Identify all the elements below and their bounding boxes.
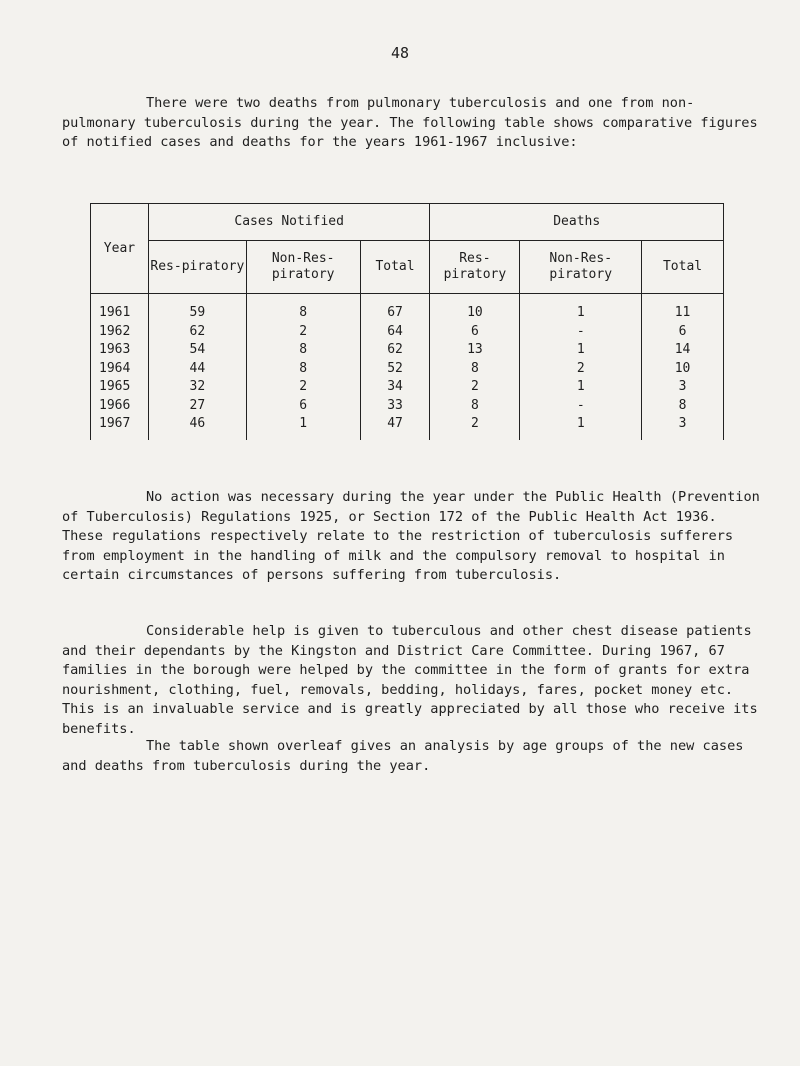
- cell-deaths-non-respiratory: 1: [520, 294, 642, 323]
- table-row: [91, 360, 724, 379]
- cell-deaths-total: 11: [642, 294, 724, 323]
- cell-deaths-non-respiratory: -: [520, 323, 642, 342]
- table-row: [91, 294, 724, 323]
- cell-deaths-non-respiratory: -: [520, 397, 642, 416]
- intro-text: There were two deaths from pulmonary tuberculosis and one from non-pulmonary tuberculosis during the year. The following table shows comparative figures of notified cases and deaths for the years 1961-1967 inclusive:: [62, 95, 758, 150]
- cell-cases-non-respiratory: 6: [246, 397, 360, 416]
- table-row: [91, 378, 724, 397]
- overleaf-text: The table shown overleaf gives an analysis by age groups of the new cases and deaths from tuberculosis during the year.: [62, 738, 744, 774]
- cell-deaths-respiratory: 8: [430, 397, 520, 416]
- care-committee-paragraph: [62, 622, 762, 739]
- cell-cases-non-respiratory: 2: [246, 323, 360, 342]
- cell-year: 1961: [91, 294, 149, 323]
- cell-cases-total: 47: [360, 415, 430, 440]
- cell-cases-respiratory: 46: [148, 415, 246, 440]
- cell-cases-non-respiratory: 8: [246, 360, 360, 379]
- cell-cases-respiratory: 27: [148, 397, 246, 416]
- regulations-paragraph: [62, 488, 762, 586]
- cell-deaths-respiratory: 6: [430, 323, 520, 342]
- care-committee-text: Considerable help is given to tuberculous and other chest disease patients and their dependants by the Kingston and District Care Committee. During 1967, 67 families in the borough were helped by the committee in the form of grants for extra nourishment, clothing, fuel, removals, bedding, holidays, fares, pocket money etc. This is an invaluable service and is greatly appreciated by all those who receive its benefits.: [62, 623, 758, 737]
- page-number: 48: [390, 44, 410, 62]
- cell-deaths-respiratory: 13: [430, 341, 520, 360]
- cell-deaths-total: 8: [642, 397, 724, 416]
- cell-cases-respiratory: 32: [148, 378, 246, 397]
- cell-cases-non-respiratory: 8: [246, 294, 360, 323]
- subheader-cases-non-respiratory: Non-Res-piratory: [246, 241, 360, 294]
- table-row: [91, 415, 724, 440]
- intro-paragraph: [62, 94, 762, 153]
- cell-deaths-non-respiratory: 1: [520, 415, 642, 440]
- cell-year: 1964: [91, 360, 149, 379]
- cell-deaths-total: 3: [642, 415, 724, 440]
- cell-deaths-non-respiratory: 2: [520, 360, 642, 379]
- cell-year: 1962: [91, 323, 149, 342]
- subheader-cases-total: Total: [360, 241, 430, 294]
- cell-cases-respiratory: 62: [148, 323, 246, 342]
- table-subheader-row: [91, 241, 724, 294]
- cell-deaths-respiratory: 2: [430, 378, 520, 397]
- cell-deaths-total: 14: [642, 341, 724, 360]
- subheader-deaths-total: Total: [642, 241, 724, 294]
- cell-cases-respiratory: 44: [148, 360, 246, 379]
- cell-deaths-respiratory: 2: [430, 415, 520, 440]
- cell-cases-non-respiratory: 1: [246, 415, 360, 440]
- cell-cases-non-respiratory: 2: [246, 378, 360, 397]
- table-row: [91, 323, 724, 342]
- cell-cases-total: 64: [360, 323, 430, 342]
- subheader-deaths-respiratory: Res-piratory: [430, 241, 520, 294]
- cell-deaths-total: 3: [642, 378, 724, 397]
- cell-cases-total: 67: [360, 294, 430, 323]
- tuberculosis-table: [90, 203, 724, 440]
- cell-cases-non-respiratory: 8: [246, 341, 360, 360]
- subheader-deaths-non-respiratory: Non-Res-piratory: [520, 241, 642, 294]
- table-row: [91, 397, 724, 416]
- overleaf-paragraph: [62, 737, 762, 776]
- cell-cases-total: 52: [360, 360, 430, 379]
- cell-cases-respiratory: 54: [148, 341, 246, 360]
- cell-year: 1965: [91, 378, 149, 397]
- cell-deaths-non-respiratory: 1: [520, 378, 642, 397]
- cell-cases-total: 34: [360, 378, 430, 397]
- cell-deaths-total: 10: [642, 360, 724, 379]
- cell-deaths-respiratory: 8: [430, 360, 520, 379]
- cell-year: 1967: [91, 415, 149, 440]
- regulations-text: No action was necessary during the year under the Public Health (Prevention of Tuberculosis) Regulations 1925, or Section 172 of the Public Health Act 1936. These regulations respectively relate to the restriction of tuberculosis sufferers from employment in the handling of milk and the compulsory removal to hospital in certain circumstances of persons suffering from tuberculosis.: [62, 489, 760, 583]
- cell-deaths-total: 6: [642, 323, 724, 342]
- cell-cases-total: 62: [360, 341, 430, 360]
- table-header-row: [91, 204, 724, 241]
- header-cases-notified: Cases Notified: [148, 204, 430, 241]
- cell-deaths-respiratory: 10: [430, 294, 520, 323]
- subheader-cases-respiratory: Res-piratory: [148, 241, 246, 294]
- cell-year: 1966: [91, 397, 149, 416]
- table-row: [91, 341, 724, 360]
- cell-year: 1963: [91, 341, 149, 360]
- cell-cases-respiratory: 59: [148, 294, 246, 323]
- cell-deaths-non-respiratory: 1: [520, 341, 642, 360]
- cell-cases-total: 33: [360, 397, 430, 416]
- header-year: Year: [91, 204, 149, 294]
- header-deaths: Deaths: [430, 204, 724, 241]
